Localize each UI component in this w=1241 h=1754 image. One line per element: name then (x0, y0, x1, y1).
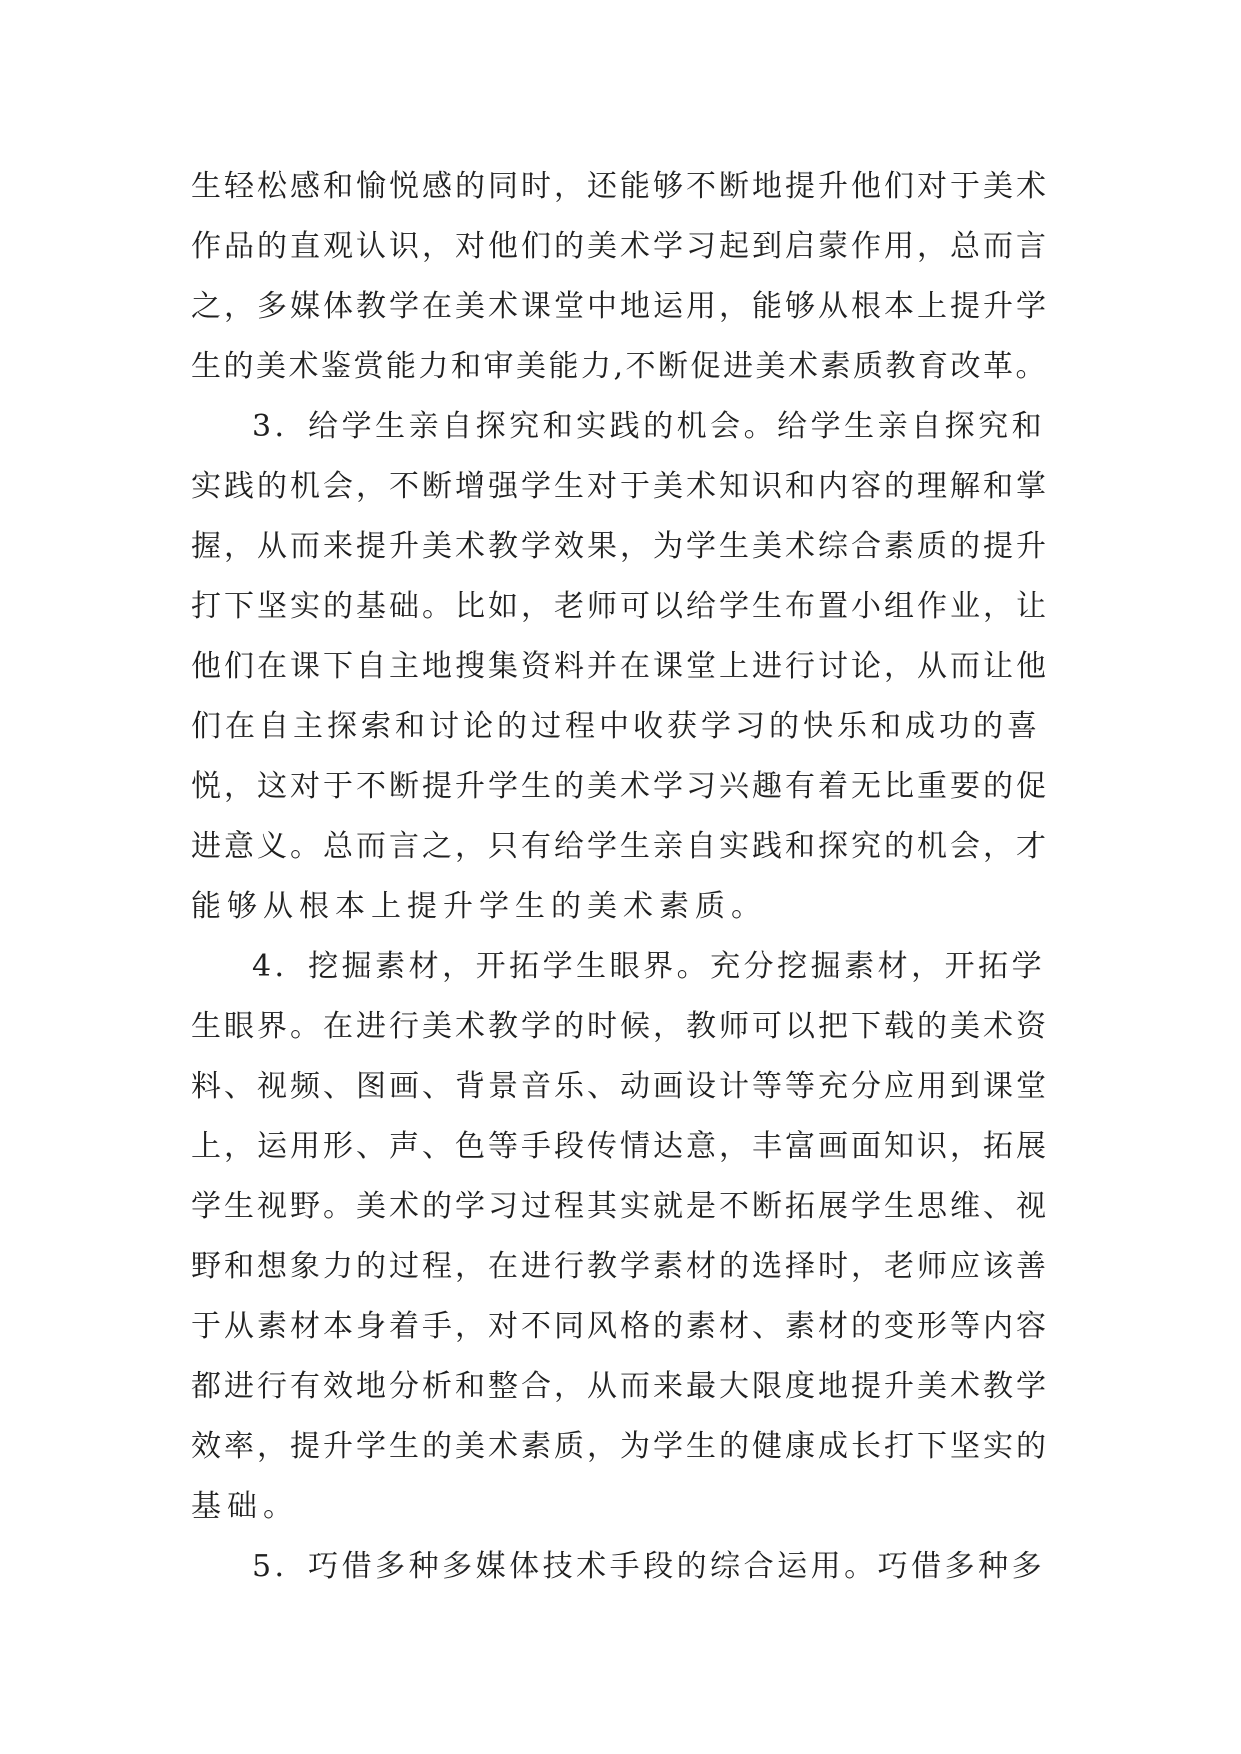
text-line: 生轻松感和愉悦感的同时，还能够不断地提升他们对于美术 (191, 169, 1049, 204)
text-line: 进意义。总而言之，只有给学生亲自实践和探究的机会，才 (191, 829, 1049, 864)
paragraph-5-heading-line: 5．巧借多种多媒体技术手段的综合运用。巧借多种多 (252, 1549, 1046, 1584)
text-line: 打下坚实的基础。比如，老师可以给学生布置小组作业，让 (191, 589, 1049, 624)
text-line: 于从素材本身着手，对不同风格的素材、素材的变形等内容 (191, 1309, 1049, 1344)
text-line: 野和想象力的过程，在进行教学素材的选择时，老师应该善 (191, 1249, 1049, 1284)
text-line: 都进行有效地分析和整合，从而来最大限度地提升美术教学 (191, 1369, 1049, 1404)
text-line: 能够从根本上提升学生的美术素质。 (191, 889, 767, 924)
paragraph-3-heading-line: 3．给学生亲自探究和实践的机会。给学生亲自探究和 (252, 409, 1046, 444)
text-line: 之，多媒体教学在美术课堂中地运用，能够从根本上提升学 (191, 289, 1049, 324)
text-line: 作品的直观认识，对他们的美术学习起到启蒙作用，总而言 (191, 229, 1049, 264)
text-line: 基础。 (191, 1489, 299, 1524)
text-line: 学生视野。美术的学习过程其实就是不断拓展学生思维、视 (191, 1189, 1049, 1224)
text-line: 们在自主探索和讨论的过程中收获学习的快乐和成功的喜 (191, 709, 1041, 744)
text-line: 握，从而来提升美术教学效果，为学生美术综合素质的提升 (191, 529, 1049, 564)
text-line: 生眼界。在进行美术教学的时候，教师可以把下载的美术资 (191, 1009, 1049, 1044)
text-line: 上，运用形、声、色等手段传情达意，丰富画面知识，拓展 (191, 1129, 1049, 1164)
text-line: 实践的机会，不断增强学生对于美术知识和内容的理解和掌 (191, 469, 1049, 504)
text-line: 他们在课下自主地搜集资料并在课堂上进行讨论，从而让他 (191, 649, 1049, 684)
text-line: 料、视频、图画、背景音乐、动画设计等等充分应用到课堂 (191, 1069, 1049, 1104)
text-line: 悦，这对于不断提升学生的美术学习兴趣有着无比重要的促 (191, 769, 1049, 804)
text-line: 效率，提升学生的美术素质，为学生的健康成长打下坚实的 (191, 1429, 1049, 1464)
text-line: 生的美术鉴赏能力和审美能力,不断促进美术素质教育改革。 (191, 349, 1049, 384)
paragraph-4-heading-line: 4．挖掘素材，开拓学生眼界。充分挖掘素材，开拓学 (252, 949, 1046, 984)
